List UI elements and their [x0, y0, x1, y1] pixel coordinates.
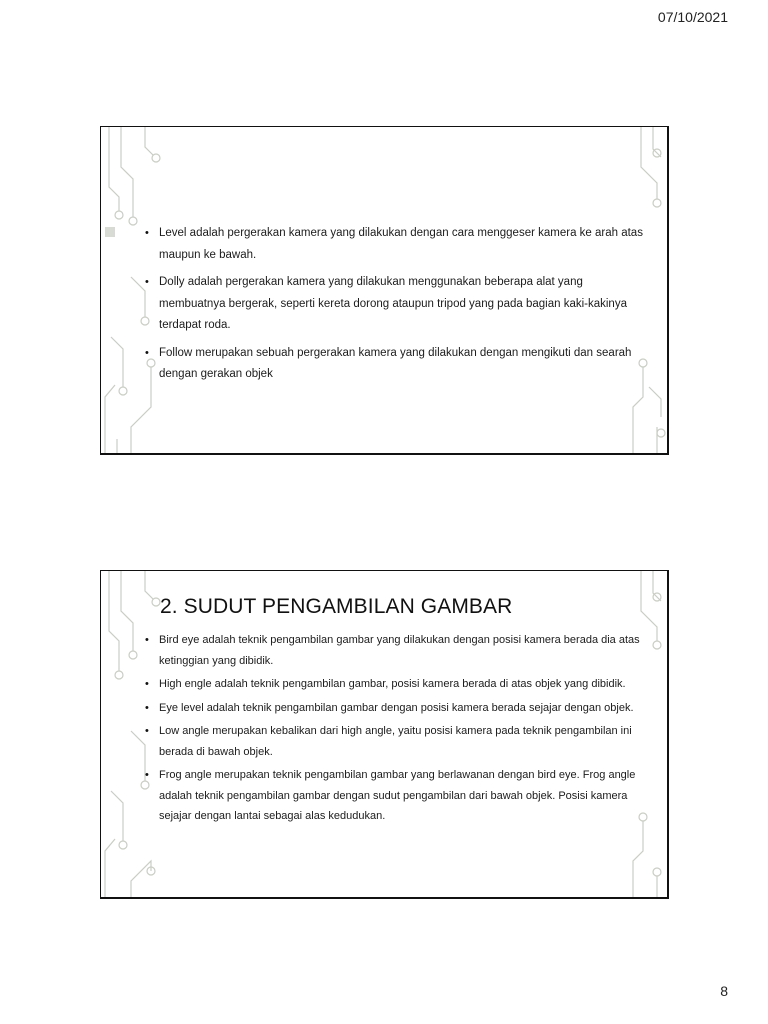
bullet-text: High engle adalah teknik pengambilan gambar, posisi kamera berada di atas objek yang dibidik. — [159, 678, 626, 690]
bullet-list — [145, 630, 645, 830]
bullet-text: Bird eye adalah teknik pengambilan gambar yang dilakukan dengan posisi kamera berada dia atas ketinggian yang dibidik. — [159, 634, 640, 667]
bullet-dot-icon: • — [145, 678, 149, 690]
bullet-dot-icon: • — [145, 276, 149, 288]
list-item — [145, 223, 645, 266]
slide-camera-movement — [100, 126, 669, 455]
list-item — [145, 343, 645, 386]
bullet-dot-icon: • — [145, 701, 149, 714]
list-item — [145, 698, 645, 719]
bullet-text: Follow merupakan sebuah pergerakan kamera yang dilakukan dengan mengikuti dan searah dengan gerakan objek — [159, 346, 632, 380]
page-date: 07/10/2021 — [657, 9, 728, 25]
bullet-dot-icon: • — [145, 725, 149, 737]
list-item — [145, 630, 645, 671]
list-item — [145, 765, 645, 827]
slide-camera-angles — [100, 570, 669, 899]
bullet-list — [145, 223, 645, 392]
bullet-dot-icon: • — [145, 634, 149, 646]
bullet-text: Low angle merupakan kebalikan dari high angle, yaitu posisi kamera pada teknik pengambilan ini berada di bawah objek. — [159, 725, 632, 758]
bullet-text: Level adalah pergerakan kamera yang dilakukan dengan cara menggeser kamera ke arah atas maupun ke bawah. — [159, 227, 643, 261]
page-number: 8 — [720, 983, 728, 999]
bullet-dot-icon: • — [145, 769, 149, 781]
list-item — [145, 272, 645, 337]
bullet-text: Eye level adalah teknik pengambilan gambar dengan posisi kamera berada sejajar dengan objek. — [159, 701, 634, 714]
slide-title: 2. SUDUT PENGAMBILAN GAMBAR — [160, 595, 513, 618]
bullet-dot-icon: • — [145, 227, 149, 239]
bullet-text: Frog angle merupakan teknik pengambilan gambar yang berlawanan dengan bird eye. Frog angle adalah teknik pengambilan gambar dengan sudut pengambilan dari bawah objek. Posisi kamera sejajar dengan lantai sebagai alas kedudukan. — [159, 769, 636, 822]
list-item — [145, 721, 645, 762]
bullet-dot-icon: • — [145, 346, 149, 359]
list-item — [145, 674, 645, 695]
bullet-text: Dolly adalah pergerakan kamera yang dilakukan menggunakan beberapa alat yang membuatnya bergerak, seperti kereta dorong ataupun tripod yang pada bagian kaki-kakinya terdapat roda. — [159, 276, 627, 331]
